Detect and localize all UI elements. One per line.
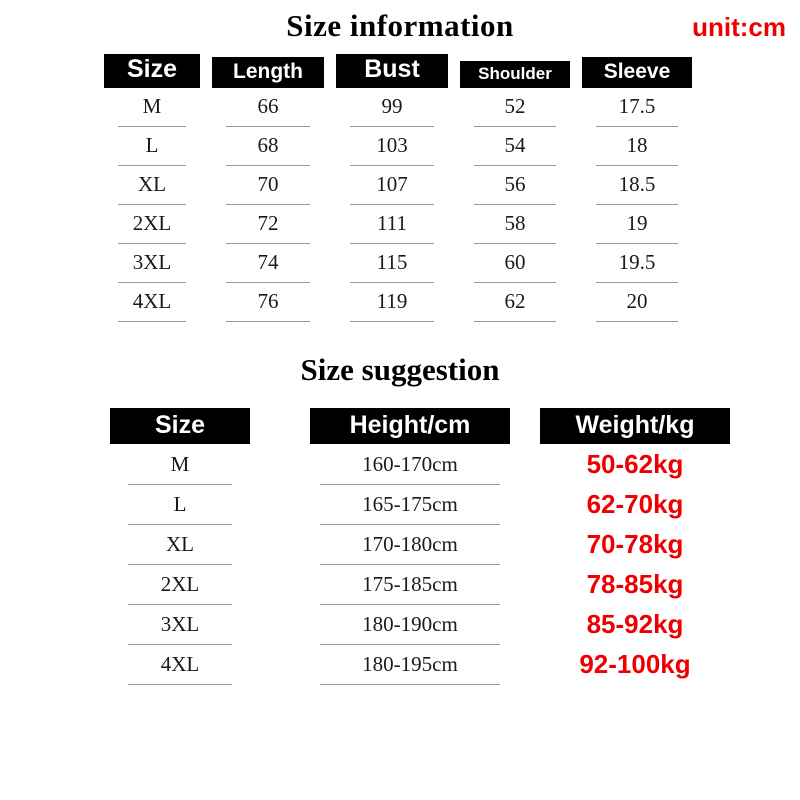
cell-sleeve: 20 xyxy=(596,283,678,322)
cell-bust: 107 xyxy=(350,166,434,205)
cell-size: 3XL xyxy=(128,606,232,645)
column-header-size: Size xyxy=(110,408,250,444)
unit-label: unit:cm xyxy=(692,12,786,42)
cell-sleeve: 18.5 xyxy=(596,166,678,205)
cell-length: 76 xyxy=(226,283,310,322)
cell-weight: 62-70kg xyxy=(586,489,684,519)
cell-bust: 119 xyxy=(350,283,434,322)
cell-size: 2XL xyxy=(118,205,186,244)
cell-size: L xyxy=(128,486,232,525)
cell-shoulder: 54 xyxy=(474,127,556,166)
cell-height: 170-180cm xyxy=(320,526,500,565)
table-row xyxy=(104,166,784,205)
cell-height: 180-190cm xyxy=(320,606,500,645)
column-header-shoulder: Shoulder xyxy=(460,61,570,88)
table-row xyxy=(110,446,770,486)
cell-size: 2XL xyxy=(128,566,232,605)
size-suggestion-title: Size suggestion xyxy=(300,352,500,387)
cell-size: XL xyxy=(128,526,232,565)
cell-size: XL xyxy=(118,166,186,205)
cell-size: M xyxy=(128,446,232,485)
cell-size: 3XL xyxy=(118,244,186,283)
table-row xyxy=(110,606,770,646)
column-header-weight: Weight/kg xyxy=(540,408,730,444)
cell-sleeve: 19.5 xyxy=(596,244,678,283)
page-title: Size information xyxy=(286,8,514,43)
table-row xyxy=(104,244,784,283)
table-row xyxy=(104,205,784,244)
cell-bust: 103 xyxy=(350,127,434,166)
table-row xyxy=(104,127,784,166)
cell-size: M xyxy=(118,88,186,127)
column-header-length: Length xyxy=(212,57,324,88)
table-row xyxy=(110,646,770,686)
cell-bust: 115 xyxy=(350,244,434,283)
cell-sleeve: 17.5 xyxy=(596,88,678,127)
cell-height: 180-195cm xyxy=(320,646,500,685)
cell-length: 72 xyxy=(226,205,310,244)
cell-sleeve: 18 xyxy=(596,127,678,166)
table-row xyxy=(110,486,770,526)
table-header-row xyxy=(110,406,770,446)
cell-length: 68 xyxy=(226,127,310,166)
cell-weight: 50-62kg xyxy=(586,449,684,479)
cell-bust: 99 xyxy=(350,88,434,127)
cell-weight: 85-92kg xyxy=(586,609,684,639)
cell-height: 160-170cm xyxy=(320,446,500,485)
cell-weight: 92-100kg xyxy=(579,649,691,679)
cell-sleeve: 19 xyxy=(596,205,678,244)
table-row xyxy=(110,566,770,606)
cell-shoulder: 52 xyxy=(474,88,556,127)
cell-weight: 78-85kg xyxy=(586,569,684,599)
cell-size: 4XL xyxy=(128,646,232,685)
cell-length: 70 xyxy=(226,166,310,205)
cell-length: 66 xyxy=(226,88,310,127)
column-header-sleeve: Sleeve xyxy=(582,57,692,88)
cell-shoulder: 56 xyxy=(474,166,556,205)
cell-shoulder: 62 xyxy=(474,283,556,322)
size-information-table xyxy=(104,54,784,322)
cell-size: 4XL xyxy=(118,283,186,322)
cell-weight: 70-78kg xyxy=(586,529,684,559)
column-header-size: Size xyxy=(104,54,200,88)
size-information-header xyxy=(0,0,800,54)
column-header-bust: Bust xyxy=(336,54,448,88)
table-header-row xyxy=(104,54,784,88)
table-row xyxy=(110,526,770,566)
table-row xyxy=(104,88,784,127)
size-suggestion-table xyxy=(110,406,770,686)
cell-bust: 111 xyxy=(350,205,434,244)
cell-height: 165-175cm xyxy=(320,486,500,525)
cell-height: 175-185cm xyxy=(320,566,500,605)
cell-shoulder: 58 xyxy=(474,205,556,244)
column-header-height: Height/cm xyxy=(310,408,510,444)
cell-shoulder: 60 xyxy=(474,244,556,283)
table-row xyxy=(104,283,784,322)
cell-size: L xyxy=(118,127,186,166)
cell-length: 74 xyxy=(226,244,310,283)
